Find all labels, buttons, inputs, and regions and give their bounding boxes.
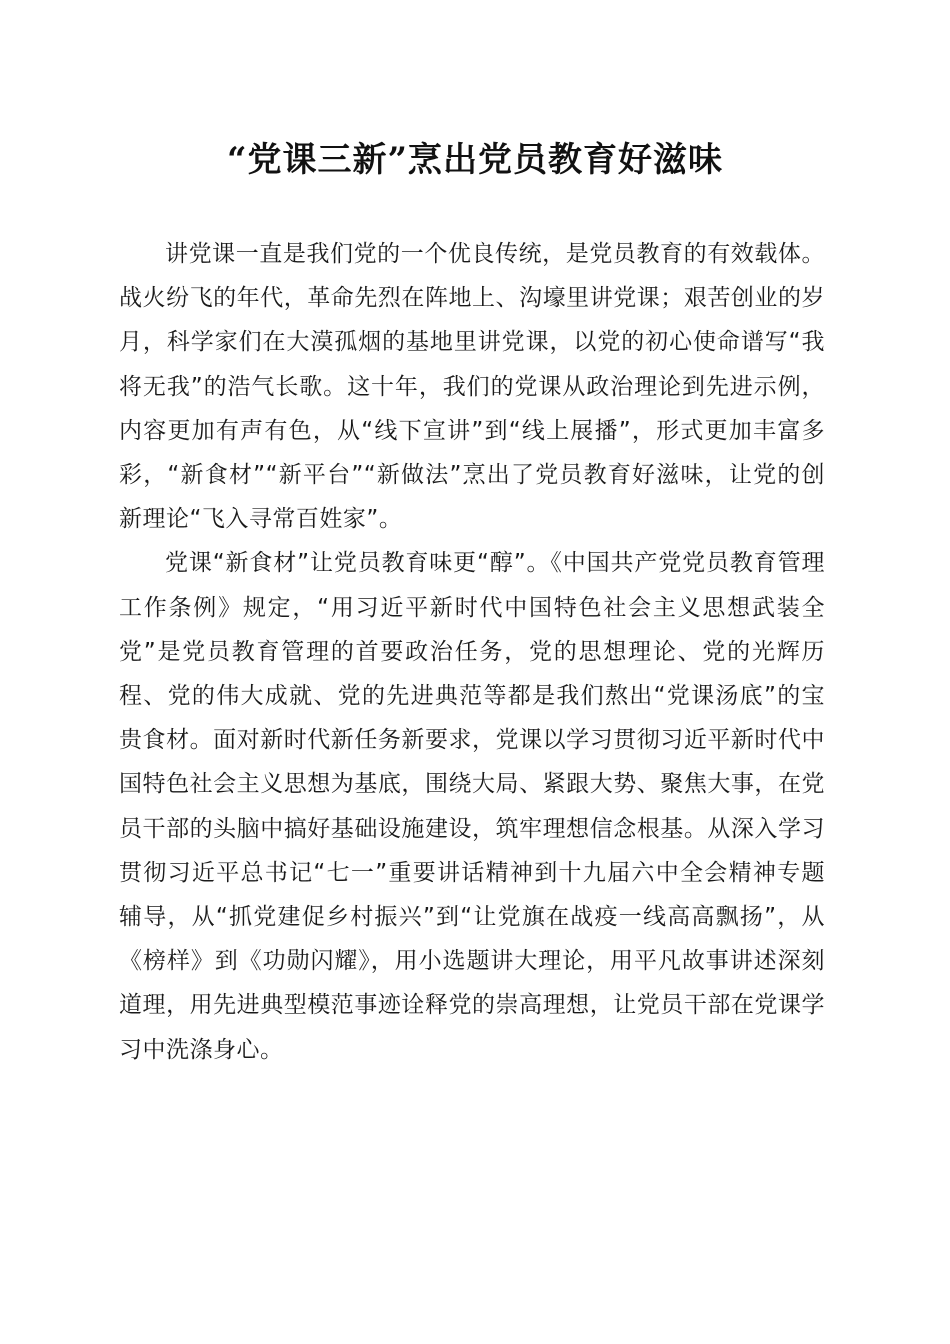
document-title: “党课三新”烹出党员教育好滋味 bbox=[226, 140, 724, 180]
document-body bbox=[119, 232, 825, 1072]
paragraph: 讲党课一直是我们党的一个优良传统，是党员教育的有效载体。战火纷飞的年代，革命先烈在阵地上、沟壕里讲党课；艰苦创业的岁月，科学家们在大漠孤烟的基地里讲党课，以党的初心使命谱写“我将无我”的浩气长歌。这十年，我们的党课从政治理论到先进示例，内容更加有声有色，从“线下宣讲”到“线上展播”，形式更加丰富多彩，“新食材”“新平台”“新做法”烹出了党员教育好滋味，让党的创新理论“飞入寻常百姓家”。 bbox=[119, 241, 825, 533]
paragraph: 党课“新食材”让党员教育味更“醇”。《中国共产党党员教育管理工作条例》规定，“用习近平新时代中国特色社会主义思想武装全党”是党员教育管理的首要政治任务，党的思想理论、党的光辉历程、党的伟大成就、党的先进典范等都是我们熬出“党课汤底”的宝贵食材。面对新时代新任务新要求，党课以学习贯彻习近平新时代中国特色社会主义思想为基底，围绕大局、紧跟大势、聚焦大事，在党员干部的头脑中搞好基础设施建设，筑牢理想信念根基。从深入学习贯彻习近平总书记“七一”重要讲话精神到十九届六中全会精神专题辅导，从“抓党建促乡村振兴”到“让党旗在战疫一线高高飘扬”，从《榜样》到《功勋闪耀》，用小选题讲大理论，用平凡故事讲述深刻道理，用先进典型模范事迹诠释党的崇高理想，让党员干部在党课学习中洗涤身心。 bbox=[119, 550, 825, 1063]
